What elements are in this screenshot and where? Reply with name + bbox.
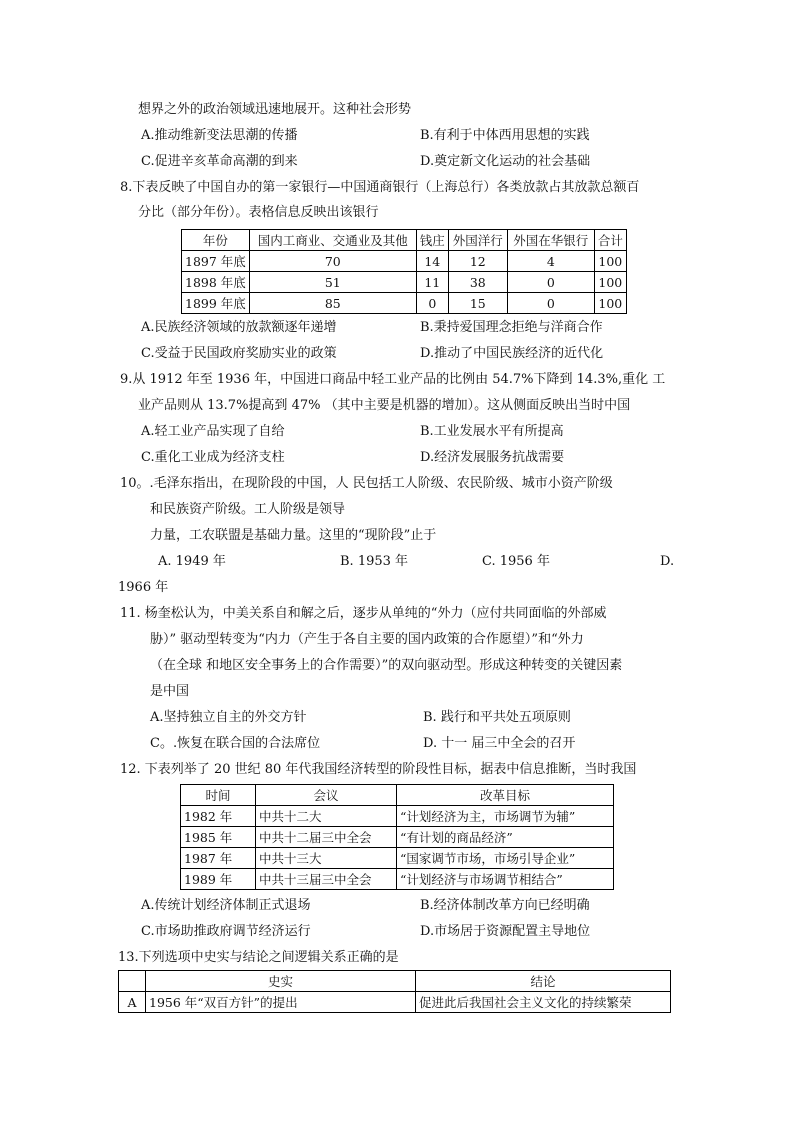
table-cell: 1989 年 [181, 869, 256, 890]
table-cell: 14 [416, 251, 448, 272]
q7-option-a[interactable]: A.推动维新变法思潮的传播 [141, 128, 298, 143]
q9-stem-line-2: 业产品则从 13.7%提高到 47% （其中主要是机器的增加）。这从侧面反映出当时中国 [138, 398, 631, 413]
q10-option-c[interactable]: C. 1956 年 [482, 554, 550, 569]
table-header-cell: 钱庄 [416, 230, 448, 251]
table-row [181, 806, 614, 827]
table-cell: 38 [448, 272, 507, 293]
q11-option-d[interactable]: D. 十一 届三中全会的召开 [423, 736, 576, 751]
q9-stem-line-1: 9.从 1912 年至 1936 年，中国进口商品中轻工业产品的比例由 54.7%下降到 14.3%,重化 工 [120, 372, 666, 387]
q10-stem-line-1: 10。.毛泽东指出，在现阶段的中国，人 民包括工人阶级、农民阶级、城市小资产阶级 [120, 476, 613, 491]
q8-option-a[interactable]: A.民族经济领域的放款额逐年递增 [141, 320, 337, 335]
q8-stem-line-1: 8.下表反映了中国自办的第一家银行—中国通商银行（上海总行）各类放款占其放款总额百 [120, 180, 640, 195]
table-cell: 1956 年“双百方针”的提出 [146, 992, 416, 1013]
table-header-cell: 外国在华银行 [507, 230, 594, 251]
q11-stem-line-4: 是中国 [150, 684, 190, 699]
table-cell: 1982 年 [181, 806, 256, 827]
q10-option-a[interactable]: A. 1949 年 [158, 554, 226, 569]
table-cell: 1897 年底 [182, 251, 250, 272]
table-cell: 100 [594, 272, 626, 293]
q11-stem-line-1: 11. 杨奎松认为，中美关系自和解之后，逐步从单纯的“外力（应付共同面临的外部威 [120, 606, 607, 621]
table-header-cell: 改革目标 [397, 785, 614, 806]
table-cell: “有计划的商品经济” [397, 827, 614, 848]
table-cell: 70 [249, 251, 416, 272]
q10-option-d[interactable]: D. [660, 554, 675, 569]
q8-option-b[interactable]: B.秉持爱国理念拒绝与洋商合作 [420, 320, 603, 335]
table-cell: 中共十二大 [256, 806, 397, 827]
table-header-row [182, 230, 627, 251]
q7-option-c[interactable]: C.促进辛亥革命高潮的到来 [141, 154, 298, 169]
q8-option-c[interactable]: C.受益于民国政府奖励实业的政策 [141, 346, 337, 361]
table-header-cell: 合计 [594, 230, 626, 251]
table-header-cell: 史实 [146, 971, 416, 992]
q12-reform-table [180, 784, 614, 890]
table-cell: 15 [448, 293, 507, 314]
table-cell: 0 [416, 293, 448, 314]
table-header-row [181, 785, 614, 806]
q7-stem-tail: 想界之外的政治领域迅速地展开。这种社会形势 [138, 102, 412, 117]
q11-stem-line-2: 胁）” 驱动型转变为“内力（产生于各自主要的国内政策的合作愿望）”和“外力 [150, 632, 584, 647]
table-header-cell: 外国洋行 [448, 230, 507, 251]
table-header-cell: 会议 [256, 785, 397, 806]
table-row[interactable] [119, 992, 671, 1013]
q13-fact-conclusion-table [118, 970, 671, 1013]
q8-stem-line-2: 分比（部分年份）。表格信息反映出该银行 [138, 205, 379, 220]
q9-option-b[interactable]: B.工业发展水平有所提高 [420, 424, 564, 439]
table-cell: 中共十二届三中全会 [256, 827, 397, 848]
table-cell: 0 [507, 272, 594, 293]
q7-option-b[interactable]: B.有利于中体西用思想的实践 [420, 128, 590, 143]
table-header-cell: 结论 [416, 971, 671, 992]
table-header-cell: 年份 [182, 230, 250, 251]
table-header-cell [119, 971, 146, 992]
table-header-cell: 时间 [181, 785, 256, 806]
q7-option-d[interactable]: D.奠定新文化运动的社会基础 [420, 154, 591, 169]
q9-option-d[interactable]: D.经济发展服务抗战需要 [420, 450, 565, 465]
q11-stem-line-3: （在全球 和地区安全事务上的合作需要）”的双向驱动型。形成这种转变的关键因素 [150, 658, 623, 673]
q9-option-c[interactable]: C.重化工业成为经济支柱 [141, 450, 285, 465]
table-row [182, 272, 627, 293]
table-row [181, 848, 614, 869]
table-row [181, 827, 614, 848]
table-cell: 促进此后我国社会主义文化的持续繁荣 [416, 992, 671, 1013]
table-header-row [119, 971, 671, 992]
q12-option-b[interactable]: B.经济体制改革方向已经明确 [420, 898, 590, 913]
table-cell: 0 [507, 293, 594, 314]
q11-option-b[interactable]: B. 践行和平共处五项原则 [423, 710, 571, 725]
q12-stem-line-1: 12. 下表列举了 20 世纪 80 年代我国经济转型的阶段性目标，据表中信息推断，当时我国 [120, 762, 637, 777]
table-row [182, 293, 627, 314]
table-row [182, 251, 627, 272]
q10-option-d-value: 1966 年 [118, 580, 169, 595]
q9-option-a[interactable]: A.轻工业产品实现了自给 [141, 424, 285, 439]
q8-bank-loan-table [181, 229, 627, 314]
table-cell: 4 [507, 251, 594, 272]
q12-option-c[interactable]: C.市场助推政府调节经济运行 [141, 924, 311, 939]
table-cell: “国家调节市场，市场引导企业” [397, 848, 614, 869]
table-cell: 11 [416, 272, 448, 293]
q13-stem-line-1: 13.下列选项中史实与结论之间逻辑关系正确的是 [118, 950, 399, 965]
table-cell: “计划经济与市场调节相结合” [397, 869, 614, 890]
table-cell: 中共十三大 [256, 848, 397, 869]
q10-stem-line-2: 和民族资产阶级。工人阶级是领导 [150, 502, 346, 517]
q10-option-b[interactable]: B. 1953 年 [340, 554, 409, 569]
q8-option-d[interactable]: D.推动了中国民族经济的近代化 [420, 346, 604, 361]
table-cell: 12 [448, 251, 507, 272]
table-cell: 1899 年底 [182, 293, 250, 314]
table-cell: 1987 年 [181, 848, 256, 869]
table-cell: 100 [594, 251, 626, 272]
table-row [181, 869, 614, 890]
table-cell: 100 [594, 293, 626, 314]
table-cell: “计划经济为主，市场调节为辅” [397, 806, 614, 827]
q10-stem-line-3: 力量，工农联盟是基础力量。这里的“现阶段”止于 [150, 528, 437, 543]
table-cell: 1985 年 [181, 827, 256, 848]
table-cell: 85 [249, 293, 416, 314]
table-cell: 中共十三届三中全会 [256, 869, 397, 890]
q11-option-c[interactable]: C。.恢复在联合国的合法席位 [150, 736, 321, 751]
table-cell: A [119, 992, 146, 1013]
q11-option-a[interactable]: A.坚持独立自主的外交方针 [150, 710, 307, 725]
table-cell: 1898 年底 [182, 272, 250, 293]
q12-option-a[interactable]: A.传统计划经济体制正式退场 [141, 898, 311, 913]
q12-option-d[interactable]: D.市场居于资源配置主导地位 [420, 924, 591, 939]
table-header-cell: 国内工商业、交通业及其他 [249, 230, 416, 251]
table-cell: 51 [249, 272, 416, 293]
